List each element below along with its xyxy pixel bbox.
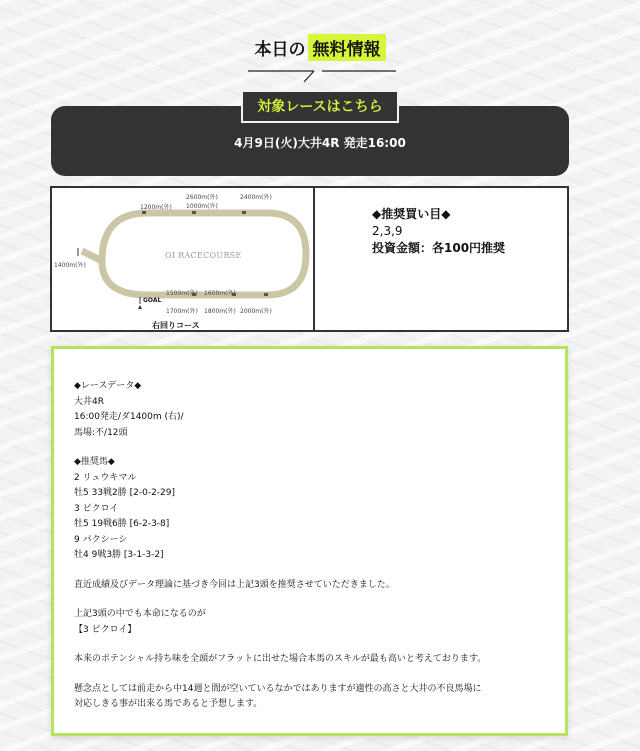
page-title [0, 34, 640, 61]
recommended-numbers: 2,3,9 [372, 224, 403, 238]
horse-2-record: 牡5 19戦6勝 [6-2-3-8] [74, 519, 170, 529]
horses-title: ◆推奨馬◆ [74, 457, 115, 467]
race-condition: 16:00発走/ダ1400m (右)/ [74, 412, 184, 422]
banner-tag [0, 90, 640, 123]
analysis-paragraph-4-line-1: 懸念点としては前走から中14週と間が空いているなかではありますが適性の高さと大井の不良馬場に [74, 683, 482, 694]
race-detail-card [51, 346, 568, 736]
analysis-paragraph-1: 直近成績及びデータ理論に基づき今回は上記3頭を推奨させていただきました。 [74, 579, 395, 590]
page-title-prefix: 本日の [254, 40, 306, 60]
race-name: 大井4R [74, 396, 104, 407]
page-title-highlight: 無料情報 [308, 34, 386, 61]
horse-1-record: 牡5 33戦2勝 [2-0-2-29] [74, 488, 176, 498]
label-1600m: 1600m(外) [204, 290, 236, 297]
label-1000m: 1000m(外) [186, 203, 218, 210]
label-2400m: 2400m(外) [240, 194, 272, 201]
analysis-paragraph-4-line-2: 対応しきる事が出来る馬であると予想します。 [74, 699, 263, 709]
horse-3-record: 牡4 9戦3勝 [3-1-3-2] [74, 550, 164, 560]
horse-2-name: 3 ピクロイ [74, 503, 119, 514]
investment-amount: 投資金額：各100円推奨 [372, 241, 506, 255]
track-condition: 馬場:不/12頭 [74, 427, 128, 438]
label-1400m: 1400m(外) [54, 262, 86, 269]
horse-1-name: 2 リュウキマル [74, 472, 137, 483]
label-1200m: 1200m(外) [140, 204, 172, 211]
analysis-paragraph-2-line-1: 上記3頭の中でも本命になるのが [74, 609, 206, 619]
label-2000m: 2000m(外) [240, 308, 272, 315]
race-datetime: 4月9日(火)大井4R 発走16:00 [234, 136, 406, 150]
label-1800m: 1800m(外) [204, 308, 236, 315]
horse-3-name: 9 パクシーシ [74, 534, 128, 545]
analysis-paragraph-3: 本来のポテンシャル持ち味を全頭がフラットに出せた場合本馬のスキルが最も高いと考えております。 [74, 654, 487, 664]
label-1500m: 1500m(外) [166, 290, 198, 297]
title-underline-decoration [248, 63, 396, 83]
banner-tag-label: 対象レースはこちら [241, 90, 398, 123]
race-data-title: ◆レースデータ◆ [74, 381, 142, 391]
label-1700m: 1700m(外) [166, 308, 198, 315]
course-direction: 右回りコース [152, 321, 200, 330]
recommended-bets-title: ◆推奨買い目◆ [372, 207, 451, 221]
analysis-paragraph-2-line-2: 【3 ピクロイ】 [74, 624, 137, 635]
recommended-bets [372, 206, 505, 257]
track-name: OI RACECOURSE [165, 251, 242, 260]
race-detail-text [74, 379, 554, 713]
label-2600m: 2600m(外) [186, 194, 218, 201]
race-info-box [50, 186, 569, 332]
info-divider [313, 188, 315, 330]
goal-label: GOAL [143, 297, 162, 304]
